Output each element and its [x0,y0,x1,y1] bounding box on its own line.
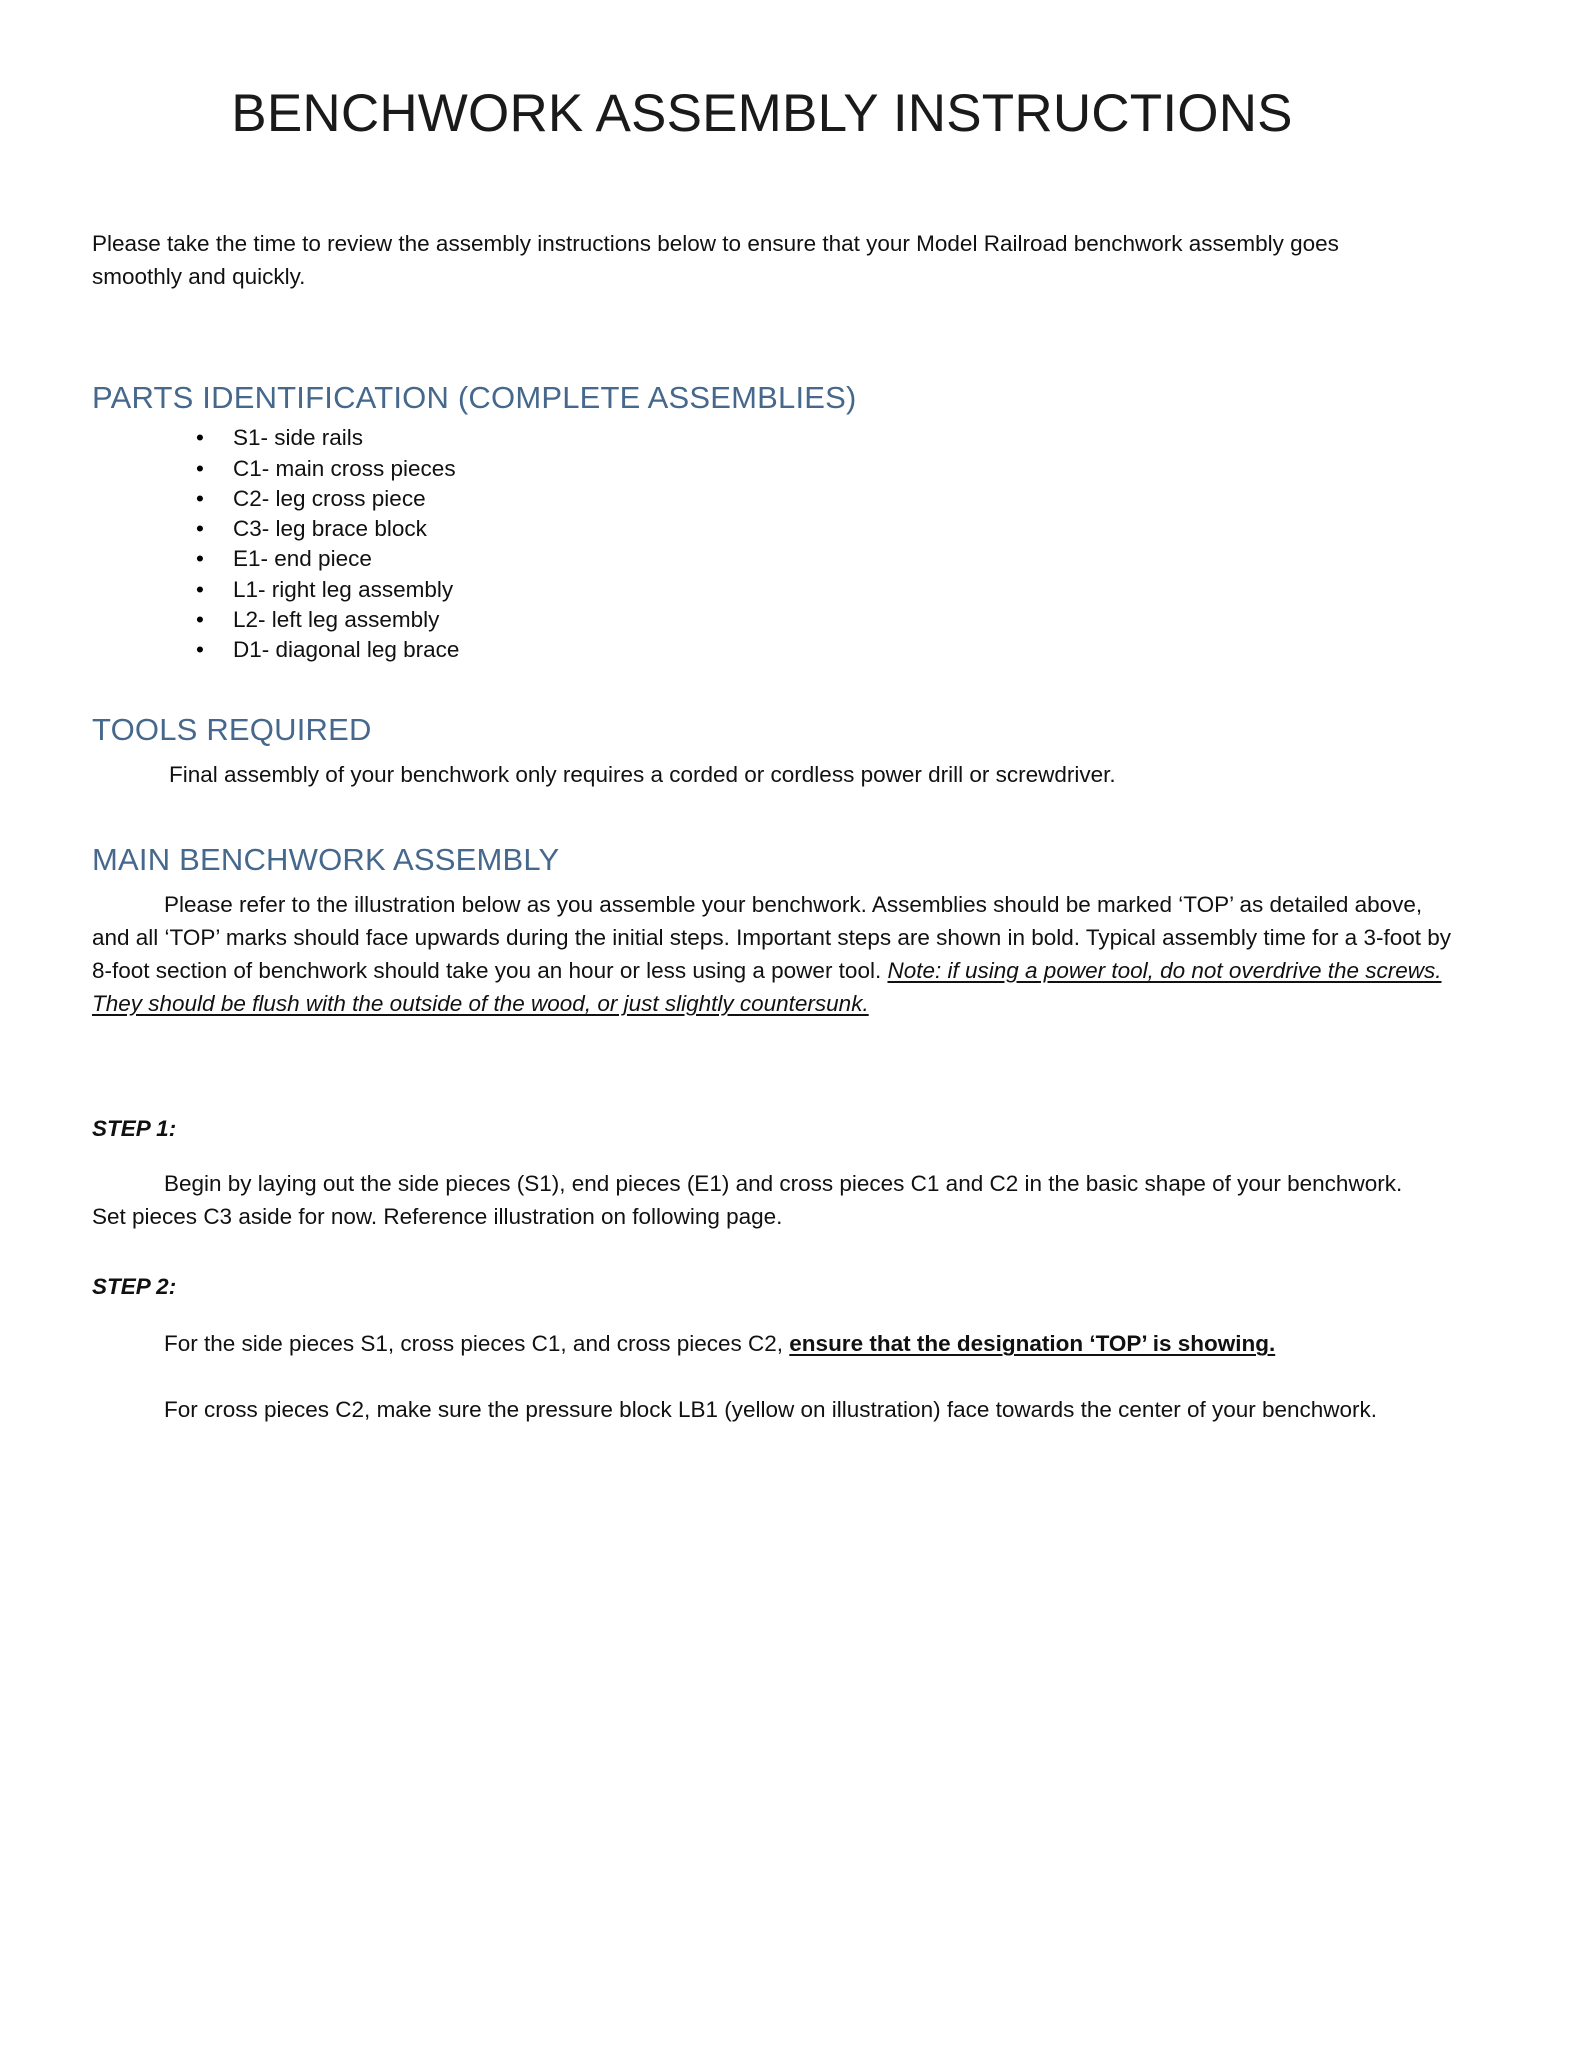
step-2-body-lead: For the side pieces S1, cross pieces C1, and cross pieces C2, [164,1331,790,1357]
bullet-icon: • [196,576,204,602]
section-heading-main-benchwork-assembly: MAIN BENCHWORK ASSEMBLY [92,842,560,878]
bullet-icon: • [196,425,204,451]
list-item-label: C1- main cross pieces [233,455,456,481]
intro-paragraph: Please take the time to review the assembly instructions below to ensure that your Model Railroad benchwork assembly goes smoothly and quickly. [92,231,1339,290]
main-assembly-body-text: Please refer to the illustration below as you assemble your benchwork. Assemblies should be marked ‘TOP’ as detailed above, and all ‘TOP’ marks should face upwards during the initial steps. Important steps are shown in bold. Typical assembly time for a 3-foot by 8-foot section of benchwork should take you an hour or less using a power tool. [92,891,1451,984]
step-2-body-second: For cross pieces C2, make sure the pressure block LB1 (yellow on illustration) face towards the center of your benchwork. [164,1396,1378,1422]
section-heading-parts-identification: PARTS IDENTIFICATION (COMPLETE ASSEMBLIES) [92,380,857,416]
list-item [92,514,1492,544]
list-item [92,484,1492,514]
tools-required-body: Final assembly of your benchwork only requires a corded or cordless power drill or screwdriver. [169,762,1116,788]
bullet-icon: • [196,516,204,542]
step-2-body-first [92,1327,1432,1360]
list-item [92,544,1492,574]
step-2-body-emphasis: ensure that the designation ‘TOP’ is showing. [789,1331,1276,1357]
list-item [92,575,1492,605]
list-item-label: C3- leg brace block [233,516,427,542]
page-title: BENCHWORK ASSEMBLY INSTRUCTIONS [231,84,1293,143]
main-assembly-body [92,888,1462,1020]
bullet-icon: • [196,455,204,481]
list-item-label: S1- side rails [233,425,364,451]
step-2-label: STEP 2: [92,1274,177,1300]
bullet-icon: • [196,485,204,511]
bullet-icon: • [196,637,204,663]
list-item-label: L2- left leg assembly [233,606,440,632]
document-content [92,0,1492,1426]
bullet-icon: • [196,546,204,572]
list-item-label: E1- end piece [233,546,372,572]
list-item-label: D1- diagonal leg brace [233,637,460,663]
list-item [92,635,1492,665]
section-heading-tools-required: TOOLS REQUIRED [92,712,372,748]
step-1-label: STEP 1: [92,1116,177,1142]
list-item [92,454,1492,484]
list-item-label: C2- leg cross piece [233,485,426,511]
list-item-label: L1- right leg assembly [233,576,454,602]
list-item [92,605,1492,635]
list-item [92,423,1492,453]
step-1-body: Begin by laying out the side pieces (S1), end pieces (E1) and cross pieces C1 and C2 in the basic shape of your benchwork. Set pieces C3 aside for now. Reference illustration on following page. [92,1171,1403,1230]
parts-list [92,423,1492,665]
bullet-icon: • [196,606,204,632]
main-assembly-note: Note: if using a power tool, do not overdrive the screws. They should be flush with the outside of the wood, or just slightly countersunk. [92,958,1442,1017]
